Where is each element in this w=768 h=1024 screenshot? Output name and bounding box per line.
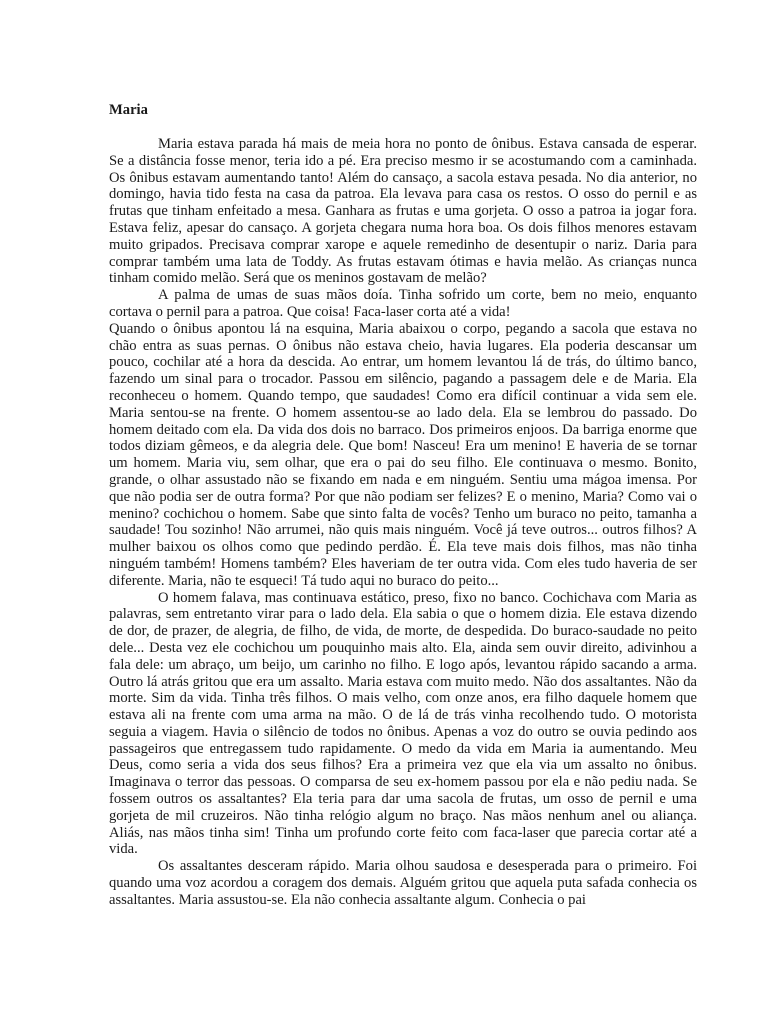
document-body xyxy=(109,136,697,909)
paragraph-3: Quando o ônibus apontou lá na esquina, Maria abaixou o corpo, pegando a sacola que estava no chão entra as suas pernas. O ônibus não estava cheio, havia lugares. Ela poderia descansar um pouco, cochilar até a hora da descida. Ao entrar, um homem levantou lá de trás, do último banco, fazendo um sinal para o trocador. Passou em silêncio, pagando a passagem dele e de Maria. Ela reconheceu o homem. Quando tempo, que saudades! Como era difícil continuar a vida sem ele. Maria sentou-se na frente. O homem assentou-se ao lado dela. Ela se lembrou do passado. Do homem deitado com ela. Da vida dos dois no barraco. Dos primeiros enjoos. Da barriga enorme que todos diziam gêmeos, e da alegria dele. Que bom! Nasceu! Era um menino! E haveria de se tornar um homem. Maria viu, sem olhar, que era o pai do seu filho. Ele continuava o mesmo. Bonito, grande, o olhar assustado não se fixando em nada e em ninguém. Sentiu uma mágoa imensa. Por que não podia ser de outra forma? Por que não podiam ser felizes? E o menino, Maria? Como vai o menino? cochichou o homem. Sabe que sinto falta de vocês? Tenho um buraco no peito, tamanha a saudade! Tou sozinho! Não arrumei, não quis mais ninguém. Você já teve outros... outros filhos? A mulher baixou os olhos como que pedindo perdão. É. Ela teve mais dois filhos, mas não tinha ninguém também! Homens também? Eles haveriam de ter outra vida. Com eles tudo haveria de ser diferente. Maria, não te esqueci! Tá tudo aqui no buraco do peito... xyxy=(109,320,697,589)
document-title: Maria xyxy=(109,102,148,118)
paragraph-5: Os assaltantes desceram rápido. Maria olhou saudosa e desesperada para o primeiro. Foi quando uma voz acordou a coragem dos demais. Alguém gritou que aquela puta safada conhecia os assaltantes. Maria assustou-se. Ela não conhecia assaltante algum. Conhecia o pai xyxy=(109,858,697,908)
paragraph-4: O homem falava, mas continuava estático, preso, fixo no banco. Cochichava com Maria as palavras, sem entretanto virar para o lado dela. Ela sabia o que o homem dizia. Ele estava dizendo de dor, de prazer, de alegria, de filho, de vida, de morte, de despedida. Do buraco-saudade no peito dele... Desta vez ele cochichou um pouquinho mais alto. Ela, ainda sem ouvir direito, adivinhou a fala dele: um abraço, um beijo, um carinho no filho. E logo após, levantou rápido sacando a arma. Outro lá atrás gritou que era um assalto. Maria estava com muito medo. Não dos assaltantes. Não da morte. Sim da vida. Tinha três filhos. O mais velho, com onze anos, era filho daquele homem que estava ali na frente com uma arma na mão. O de lá de trás vinha recolhendo tudo. O motorista seguia a viagem. Havia o silêncio de todos no ônibus. Apenas a voz do outro se ouvia pedindo aos passageiros que entregassem tudo rapidamente. O medo da vida em Maria ia aumentando. Meu Deus, como seria a vida dos seus filhos? Era a primeira vez que ela via um assalto no ônibus. Imaginava o terror das pessoas. O comparsa de seu ex-homem passou por ela e não pediu nada. Se fossem outros os assaltantes? Ela teria para dar uma sacola de frutas, um osso de pernil e uma gorjeta de mil cruzeiros. Não tinha relógio algum no braço. Nas mãos nenhum anel ou aliança. Aliás, nas mãos tinha sim! Tinha um profundo corte feito com faca-laser que parecia cortar até a vida. xyxy=(109,589,697,858)
paragraph-2: A palma de umas de suas mãos doía. Tinha sofrido um corte, bem no meio, enquanto cortava o pernil para a patroa. Que coisa! Faca-laser corta até a vida! xyxy=(109,287,697,320)
paragraph-1: Maria estava parada há mais de meia hora no ponto de ônibus. Estava cansada de esperar. Se a distância fosse menor, teria ido a pé. Era preciso mesmo ir se acostumando com a caminhada. Os ônibus estavam aumentando tanto! Além do cansaço, a sacola estava pesada. No dia anterior, no domingo, havia tido festa na casa da patroa. Ela levava para casa os restos. O osso do pernil e as frutas que tinham enfeitado a mesa. Ganhara as frutas e uma gorjeta. O osso a patroa ia jogar fora. Estava feliz, apesar do cansaço. A gorjeta chegara numa hora boa. Os dois filhos menores estavam muito gripados. Precisava comprar xarope e aquele remedinho de desentupir o nariz. Daria para comprar também uma lata de Toddy. As frutas estavam ótimas e havia melão. As crianças nunca tinham comido melão. Será que os meninos gostavam de melão? xyxy=(109,136,697,287)
